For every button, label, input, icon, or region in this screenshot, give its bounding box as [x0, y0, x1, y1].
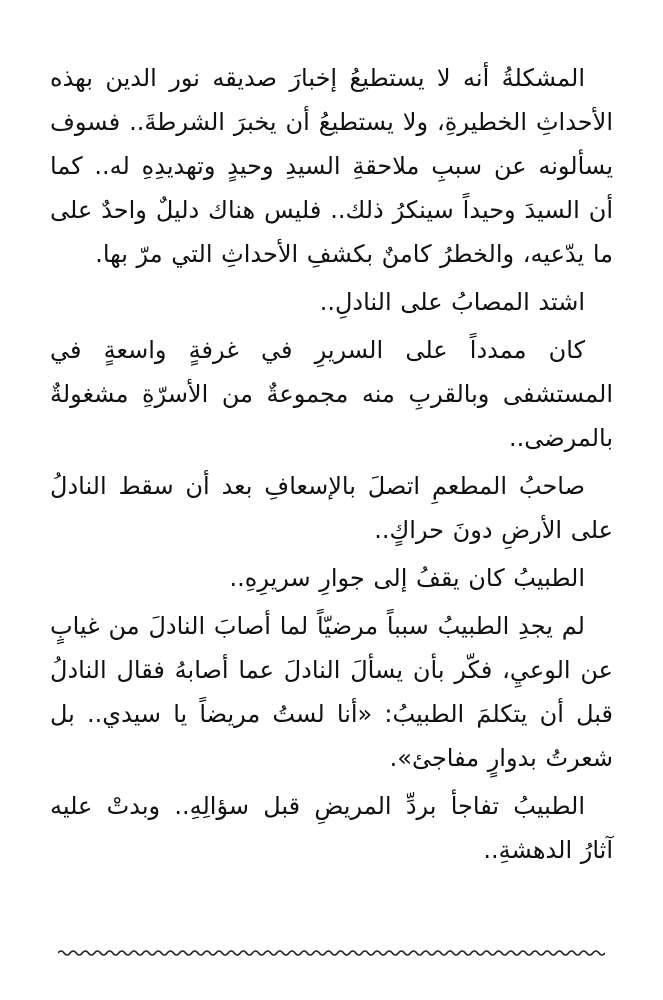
wave-line-icon [58, 946, 605, 960]
paragraph-1: المشكلةُ أنه لا يستطيعُ إخبارَ صديقه نور الدين بهذه الأحداثِ الخطيرةِ، ولا يستطيعُ أن يخبرَ الشرطةَ.. فسوف يسألونه عن سببِ ملاحقةِ السيدِ وحيدٍ وتهديدِهِ له.. كما أن السيدَ وحيداً سينكرُ ذلك.. فليس هناك دليلٌ واحدٌ على ما يدّعيه، والخطرُ كامنٌ بكشفِ الأحداثِ التي مرّ بها. [50, 64, 613, 268]
paragraph-3: كان ممدداً على السريرِ في غرفةٍ واسعةٍ في المستشفى وبالقربِ منه مجموعةٌ من الأسرّةِ مشغولةٌ بالمرضى.. [50, 336, 613, 452]
paragraph-5: الطبيبُ كان يقفُ إلى جوارِ سريرِهِ.. [229, 564, 585, 592]
paragraph-2: اشتد المصابُ على النادلِ.. [319, 288, 585, 316]
paragraph-7: الطبيبُ تفاجأ بردِّ المريضِ قبل سؤالِهِ.. وبدتْ عليه آثارُ الدهشةِ.. [50, 792, 613, 864]
page-body [50, 56, 613, 872]
paragraph-4: صاحبُ المطعمِ اتصلَ بالإسعافِ بعد أن سقط النادلُ على الأرضِ دونَ حراكٍ.. [50, 472, 613, 544]
wavy-divider [58, 946, 605, 960]
paragraph-6: لم يجدِ الطبيبُ سبباً مرضيّاً لما أصابَ النادلَ من غيابٍ عن الوعيِ، فكّر بأن يسألَ النادلَ عما أصابهُ فقال النادلُ قبل أن يتكلمَ الطبيبُ: «أنا لستُ مريضاً يا سيدي.. بل شعرتُ بدوارٍ مفاجئ». [50, 612, 613, 772]
